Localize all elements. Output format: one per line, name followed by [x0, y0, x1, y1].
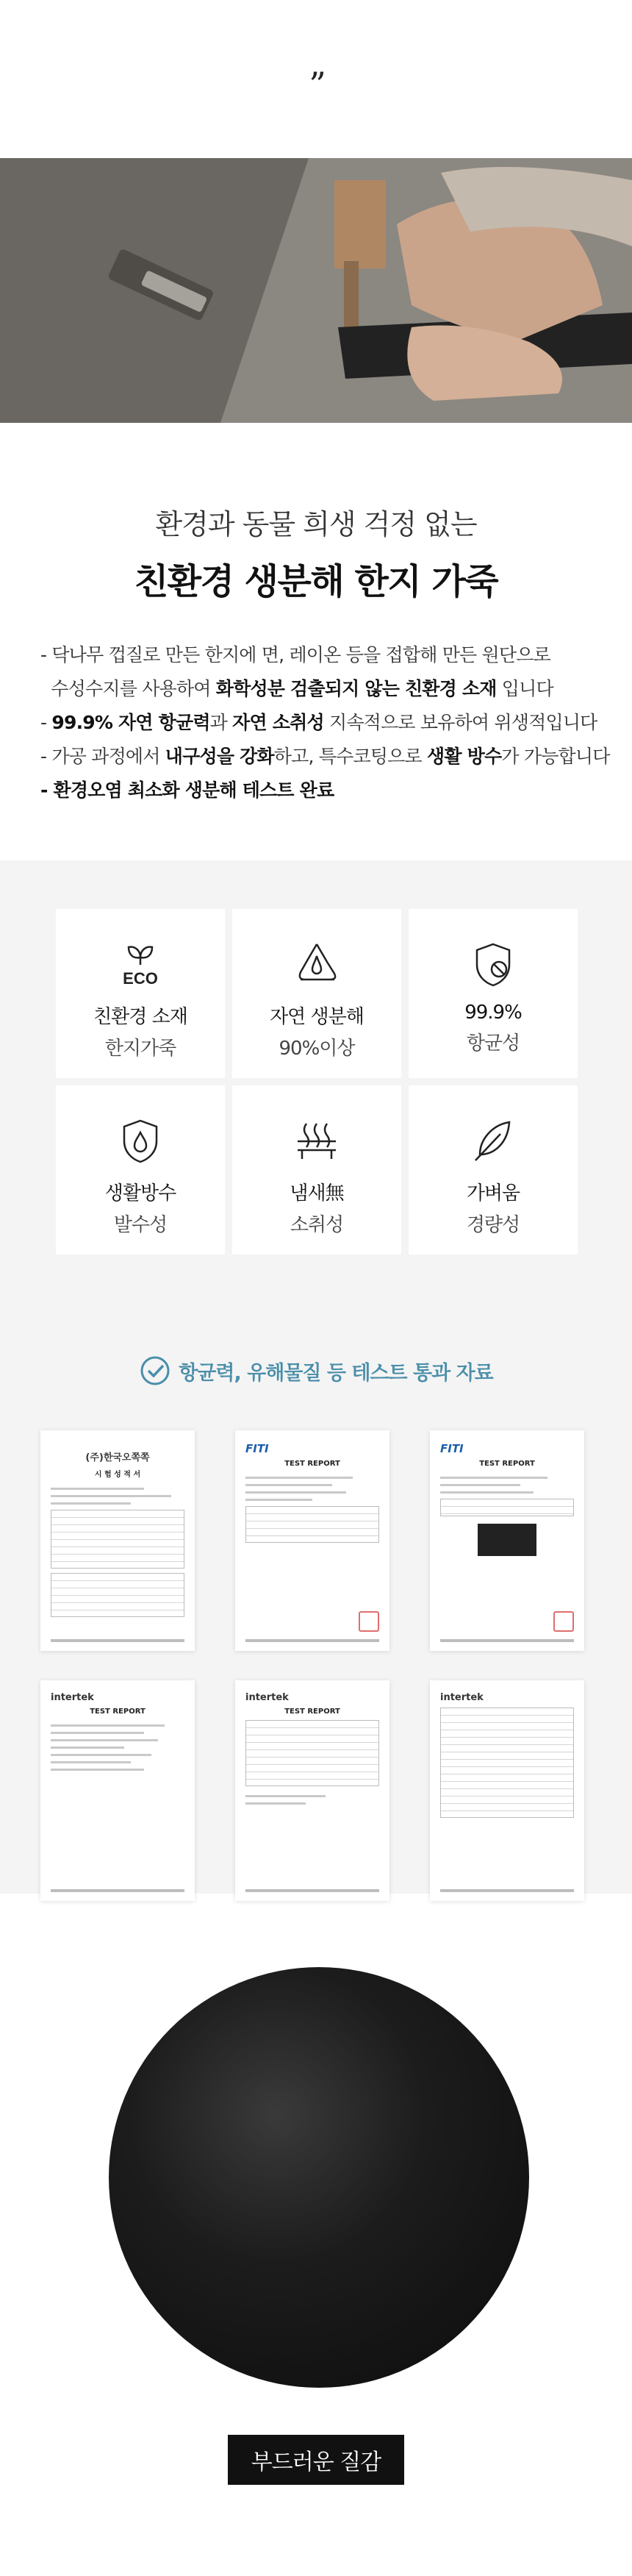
document-table	[440, 1708, 574, 1818]
description-text: 수성수지를 사용하여	[40, 678, 216, 699]
feature-label: 자연 생분해	[270, 1006, 364, 1028]
check-circle-icon	[139, 1355, 171, 1387]
description-text: 가 가능합니다	[501, 746, 610, 767]
document-table	[51, 1573, 184, 1617]
feature-card-waterproof	[56, 1085, 225, 1255]
document-logo: FITI	[440, 1442, 464, 1455]
feature-sublabel: 항균성	[466, 1032, 520, 1055]
sample-swatch	[478, 1524, 536, 1556]
feature-card-eco	[56, 909, 225, 1078]
certificate-document[interactable]	[430, 1680, 584, 1901]
feature-card-lightweight	[409, 1085, 578, 1255]
feature-sublabel: 경량성	[466, 1214, 520, 1236]
document-table	[245, 1506, 379, 1543]
feature-sublabel: 90%이상	[279, 1038, 355, 1060]
description-bold: 생활 방수	[427, 746, 502, 767]
feature-sublabel: 소취성	[290, 1214, 344, 1236]
shield-icon	[467, 938, 520, 991]
description-text: 지속적으로 보유하여 위생적입니다	[323, 712, 597, 733]
feature-card-odor	[232, 1085, 401, 1255]
document-logo: intertek	[245, 1692, 289, 1703]
document-table	[51, 1510, 184, 1569]
certificate-document[interactable]	[235, 1430, 389, 1651]
description-line	[40, 706, 599, 740]
document-logo: FITI	[245, 1442, 269, 1455]
description-list	[40, 638, 610, 807]
description-line	[40, 638, 599, 672]
document-title: TEST REPORT	[479, 1460, 535, 1468]
feature-card-biodegradable	[232, 909, 401, 1078]
document-table	[440, 1499, 574, 1516]
stamp-icon	[359, 1611, 379, 1632]
document-logo: (주)한국오쪽쪽	[85, 1452, 150, 1463]
feature-label: 친환경 소재	[93, 1006, 187, 1028]
description-text: - 닥나무 껍질로 만든 한지에 면, 레이온 등을 접합해 만든 원단으로	[40, 644, 550, 666]
document-title: 시 험 성 적 서	[94, 1471, 141, 1479]
description-bold: 자연 소취성	[232, 712, 324, 733]
feature-label: 99.9%	[464, 1002, 522, 1024]
document-table	[245, 1720, 379, 1786]
stitch-seam	[182, 1967, 529, 2074]
description-bold: 99.9% 자연 항균력	[51, 712, 210, 733]
feature-sublabel: 발수성	[113, 1214, 168, 1236]
certificate-document[interactable]	[430, 1430, 584, 1651]
headline-title: 친환경 생분해 한지 가죽	[134, 561, 498, 602]
features-section	[0, 860, 632, 1894]
document-logo: intertek	[51, 1692, 94, 1703]
waterdrop-icon	[114, 1115, 167, 1168]
feather-icon	[467, 1115, 520, 1168]
recycle-icon	[290, 938, 343, 991]
description-text: 하고, 특수코팅으로	[273, 746, 428, 767]
certificate-document[interactable]	[235, 1680, 389, 1901]
description-bold: - 환경오염 최소화 생분해 테스트 완료	[40, 779, 334, 801]
document-logo: intertek	[440, 1692, 484, 1703]
description-text: - 가공 과정에서	[40, 746, 165, 767]
document-title: TEST REPORT	[90, 1708, 146, 1716]
feature-card-antibacterial	[409, 909, 578, 1078]
texture-label: 부드러운 질감	[228, 2435, 404, 2485]
description-line	[40, 672, 599, 706]
description-text: 과	[209, 712, 233, 733]
document-title: TEST REPORT	[284, 1708, 340, 1716]
feature-label: 냄새無	[290, 1182, 344, 1205]
document-title: TEST REPORT	[284, 1460, 340, 1468]
quote-mark: ”	[309, 65, 323, 104]
leather-texture-image	[109, 1967, 529, 2388]
certificate-row-1	[40, 1430, 584, 1651]
feature-sublabel: 한지가죽	[104, 1038, 176, 1060]
description-bold: 화학성분 검출되지 않는 친환경 소재	[215, 678, 497, 699]
odor-icon	[290, 1115, 343, 1168]
eco-badge-text: ECO	[123, 969, 158, 988]
stamp-icon	[553, 1611, 574, 1632]
headline-subtitle: 환경과 동물 희생 걱정 없는	[155, 508, 477, 540]
feature-grid	[56, 909, 578, 1255]
certification-heading	[0, 1355, 632, 1387]
feature-label: 생활방수	[104, 1182, 176, 1205]
certification-heading-text: 항균력, 유해물질 등 테스트 통과 자료	[179, 1361, 493, 1385]
description-line	[40, 740, 610, 774]
description-bold: 내구성을 강화	[165, 746, 274, 767]
description-line	[40, 774, 599, 807]
description-text: -	[40, 712, 52, 733]
hero-photo	[0, 158, 632, 423]
certificate-document[interactable]	[40, 1680, 195, 1901]
certificate-row-2	[40, 1680, 584, 1901]
certificate-document[interactable]	[40, 1430, 195, 1651]
eco-icon	[114, 938, 167, 991]
sewing-machine-photo	[0, 158, 632, 423]
feature-label: 가벼움	[466, 1182, 520, 1205]
description-text: 입니다	[496, 678, 553, 699]
